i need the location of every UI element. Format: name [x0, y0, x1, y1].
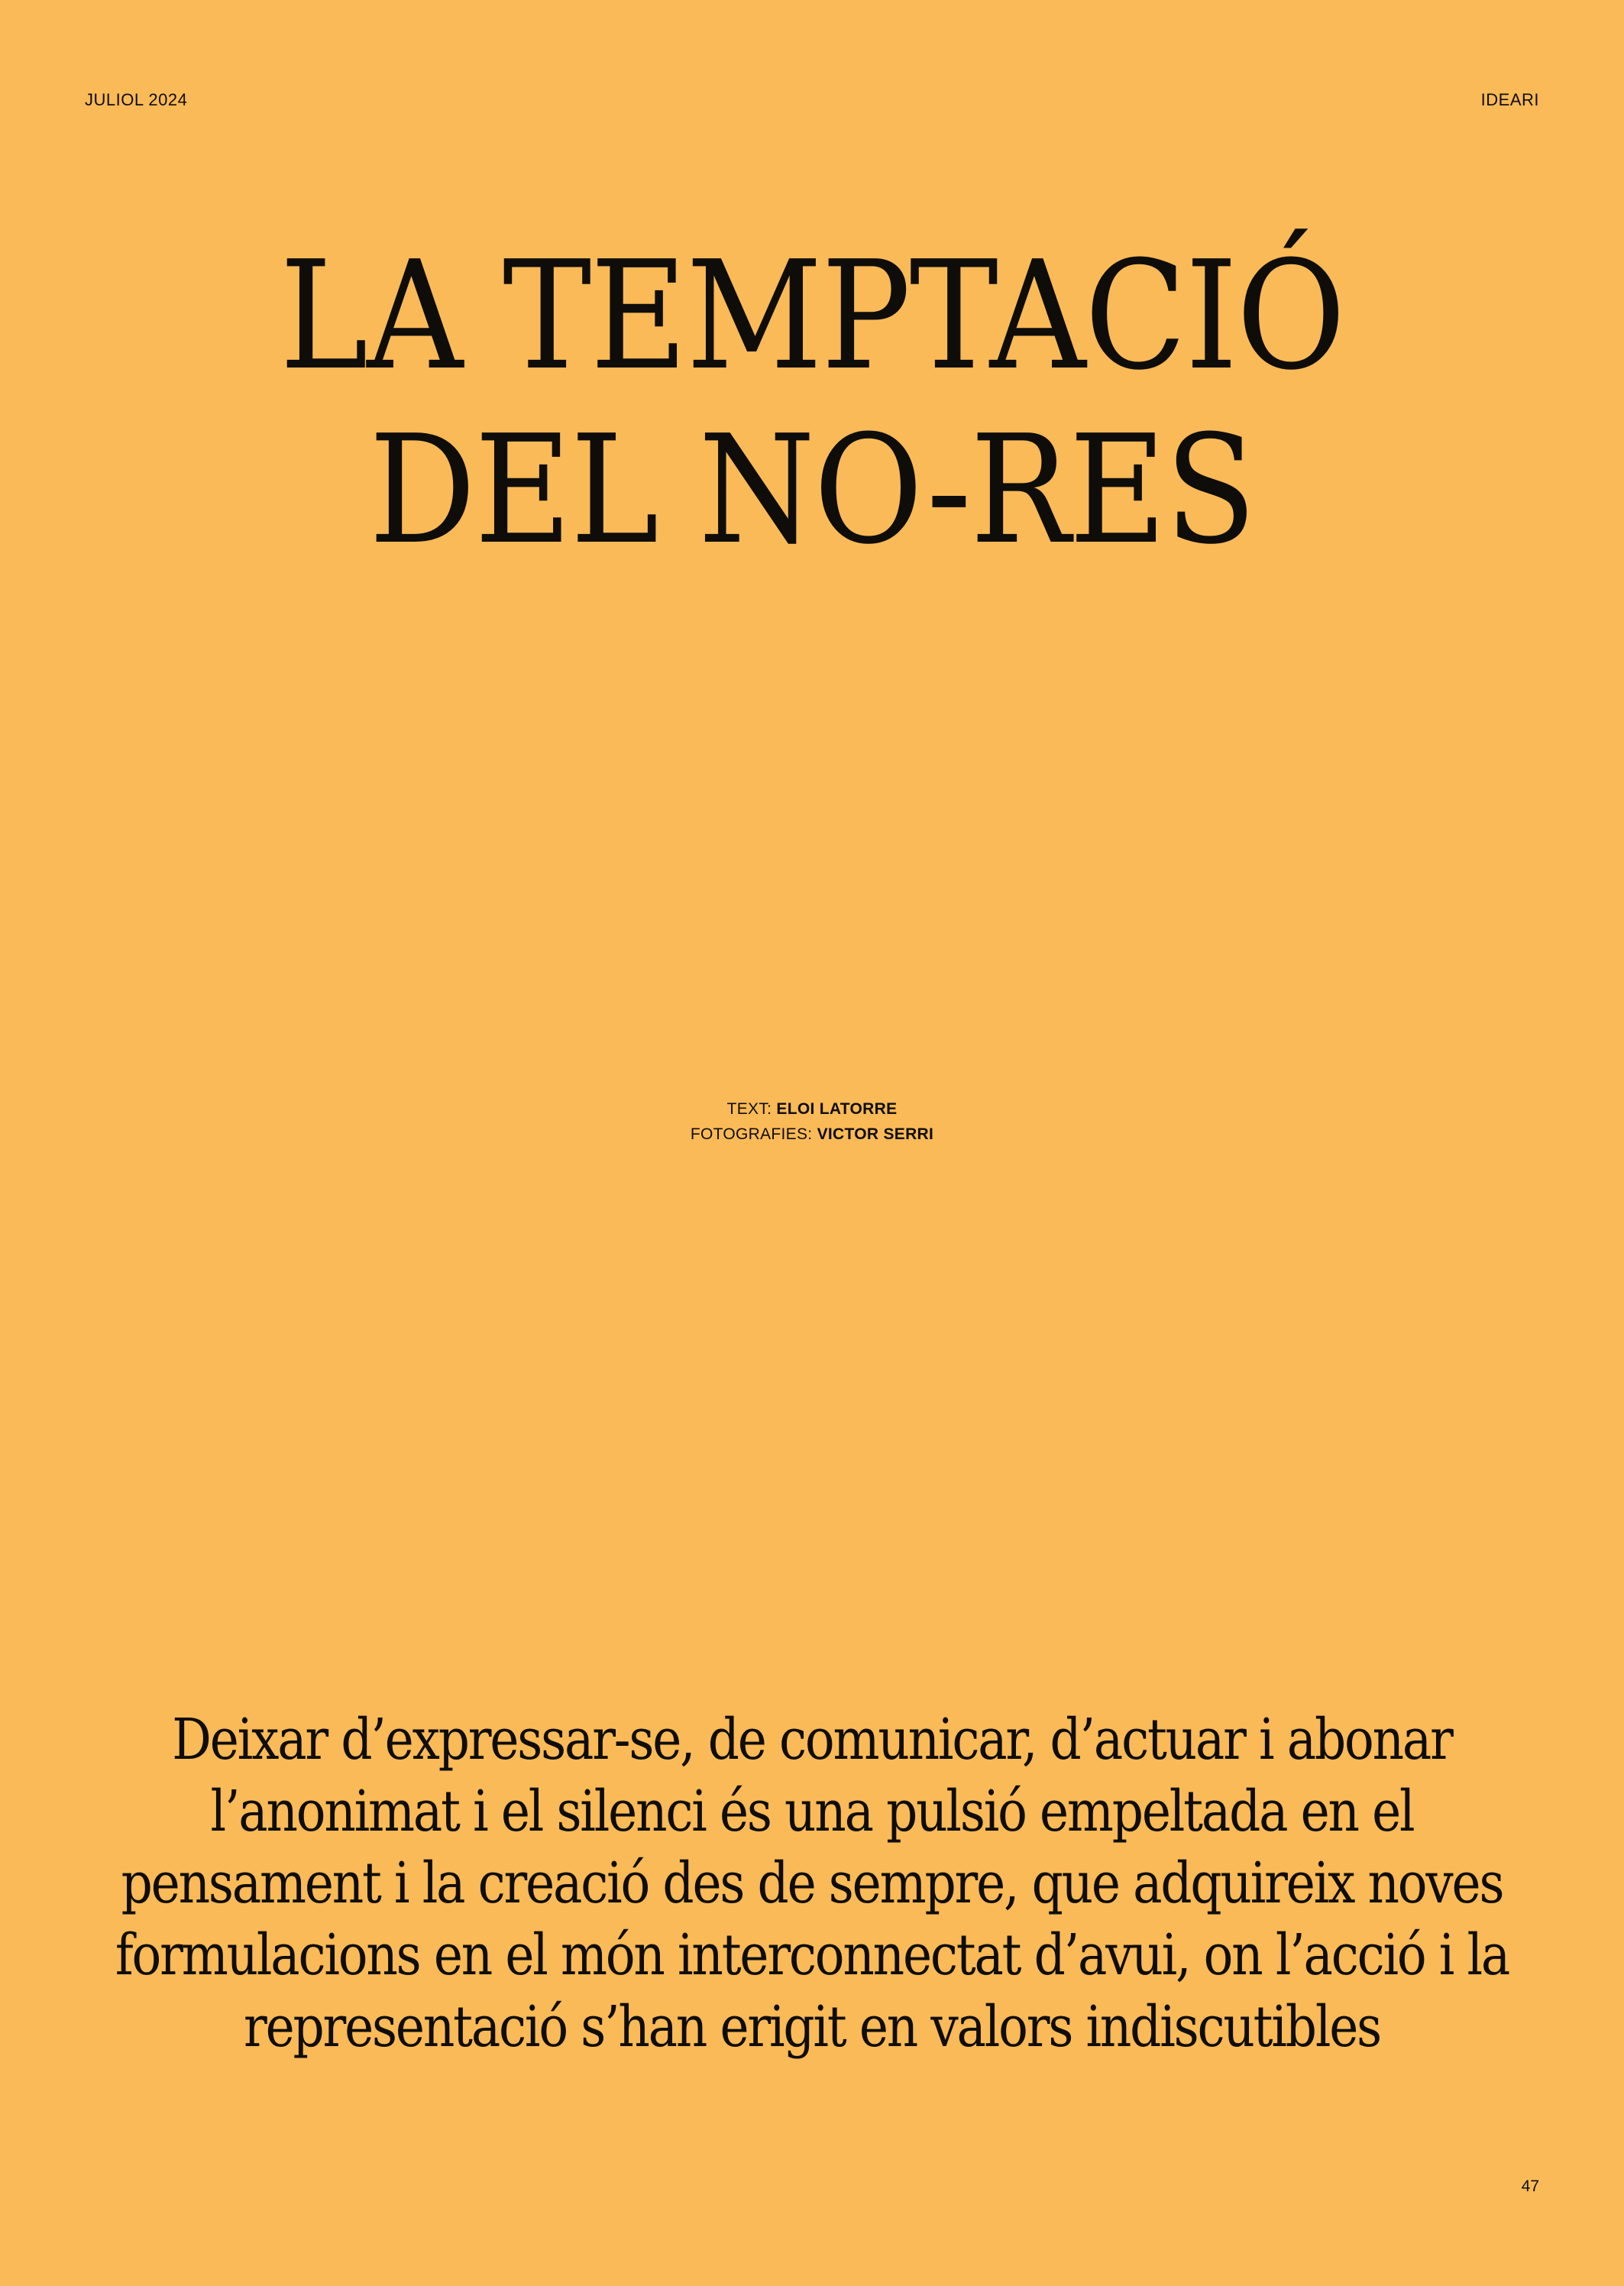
- photographer-label: FOTOGRAFIES:: [690, 1125, 817, 1143]
- title-line-2: DEL NO-RES: [369, 403, 1255, 578]
- photographer-credit: [0, 1122, 1624, 1147]
- standfirst-line-5: representació s’han erigit en valors indiscutibles: [243, 1994, 1381, 2060]
- title-line-1: LA TEMPTACIÓ: [280, 229, 1344, 403]
- article-standfirst: [105, 1704, 1519, 2063]
- standfirst-line-3: pensament i la creació des de sempre, que adquireix noves: [121, 1850, 1503, 1916]
- photographer-name: VICTOR SERRI: [817, 1125, 934, 1143]
- author-name: ELOI LATORRE: [776, 1100, 898, 1118]
- standfirst-line-4: formulacions en el món interconnectat d’avui, on l’acció i la: [115, 1922, 1509, 1988]
- standfirst-line-2: l’anonimat i el silenci és una pulsió empeltada en el: [210, 1779, 1414, 1844]
- issue-date: JULIOL 2024: [85, 90, 188, 109]
- article-title: [89, 229, 1535, 578]
- author-label: TEXT:: [726, 1100, 777, 1118]
- section-name: IDEARI: [1480, 90, 1539, 109]
- author-credit: [0, 1096, 1624, 1122]
- standfirst-line-1: Deixar d’expressar-se, de comunicar, d’actuar i abonar: [172, 1707, 1452, 1773]
- article-credits: [0, 1096, 1624, 1147]
- page-number: 47: [1521, 2178, 1539, 2195]
